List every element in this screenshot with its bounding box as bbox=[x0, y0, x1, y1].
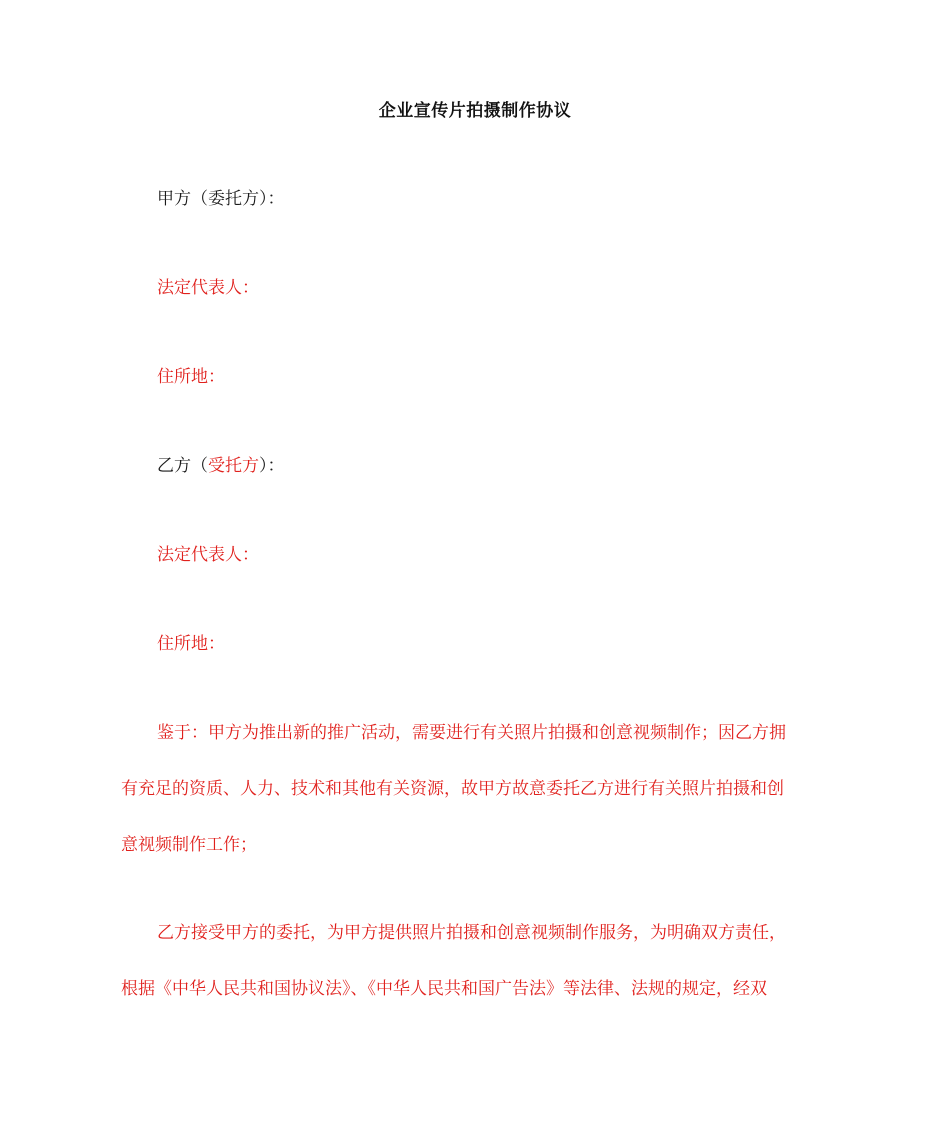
party-b-address-label: 住所地： bbox=[157, 634, 225, 654]
party-a-label: 甲方（委托方）： bbox=[157, 189, 285, 209]
party-a-rep-label: 法定代表人： bbox=[157, 278, 259, 298]
document-title: 企业宣传片拍摄制作协议 bbox=[378, 101, 572, 121]
party-b-label-prefix: 乙方（ bbox=[157, 456, 208, 476]
recital-1-line: 鉴于：甲方为推出新的推广活动，需要进行有关照片拍摄和创意视频制作；因乙方拥 bbox=[157, 723, 786, 743]
recital-1-line: 有充足的资质、人力、技术和其他有关资源，故甲方故意委托乙方进行有关照片拍摄和创 bbox=[121, 779, 784, 799]
recital-2-line: 根据《中华人民共和国协议法》、《中华人民共和国广告法》等法律、法规的规定，经双 bbox=[121, 979, 767, 999]
party-a-address-label: 住所地： bbox=[157, 367, 225, 387]
party-b-label-suffix: ）： bbox=[259, 456, 285, 476]
recital-2-line: 乙方接受甲方的委托，为甲方提供照片拍摄和创意视频制作服务，为明确双方责任， bbox=[157, 923, 786, 943]
party-b-rep-label: 法定代表人： bbox=[157, 545, 259, 565]
party-b-label bbox=[157, 454, 285, 478]
recital-1-line: 意视频制作工作； bbox=[121, 835, 257, 855]
party-b-role: 受托方 bbox=[208, 456, 259, 476]
recital-paragraph-1 bbox=[121, 721, 831, 889]
recital-paragraph-2 bbox=[121, 921, 831, 1033]
